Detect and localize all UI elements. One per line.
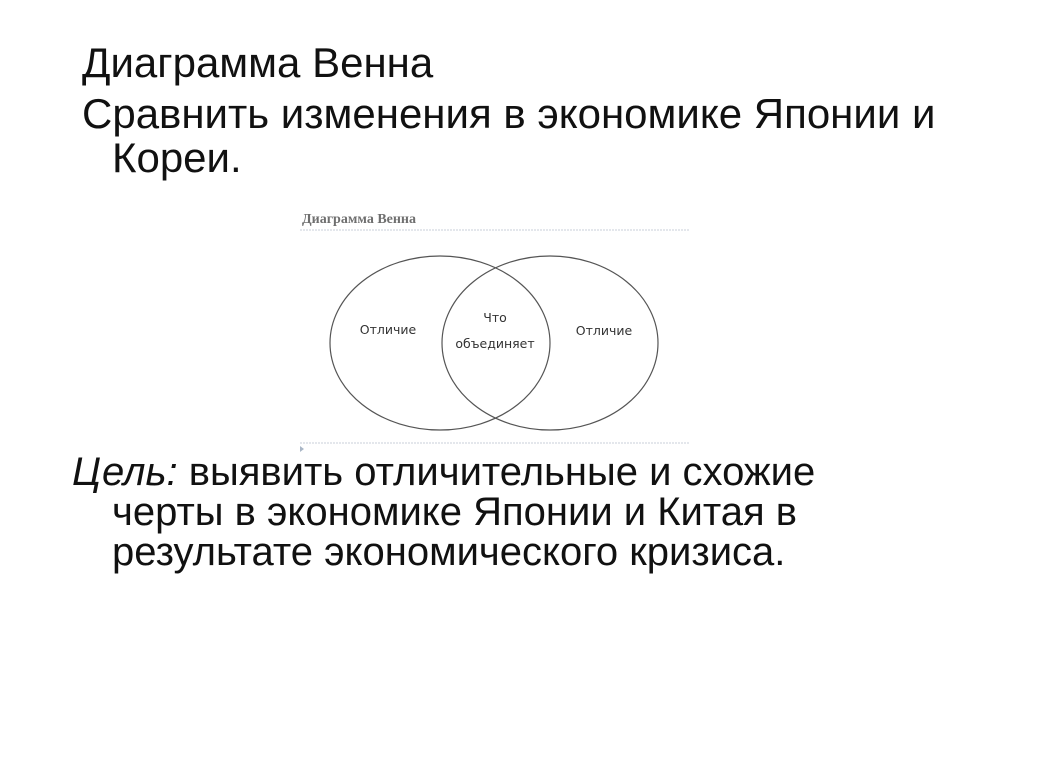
task-line-1: Сравнить изменения в экономике Японии и <box>82 90 936 137</box>
venn-center-label-line2: объединяет <box>455 336 535 351</box>
venn-left-label: Отличие <box>359 322 417 337</box>
venn-diagram <box>296 203 696 455</box>
goal-line-3: результате экономического кризиса. <box>112 530 786 574</box>
goal-line-2: черты в экономике Японии и Китая в <box>112 490 798 534</box>
goal-line-1: выявить отличительные и схожие <box>177 450 816 494</box>
venn-right-label: Отличие <box>575 323 633 338</box>
goal-label: Цель: <box>72 450 178 494</box>
goal-text <box>72 452 972 572</box>
venn-center-label-line1: Что <box>483 310 507 325</box>
venn-header: Диаграмма Венна <box>302 212 417 227</box>
task-line-2: Кореи. <box>112 134 242 181</box>
slide-title: Диаграмма Венна <box>82 39 434 86</box>
task-text <box>82 92 1042 180</box>
